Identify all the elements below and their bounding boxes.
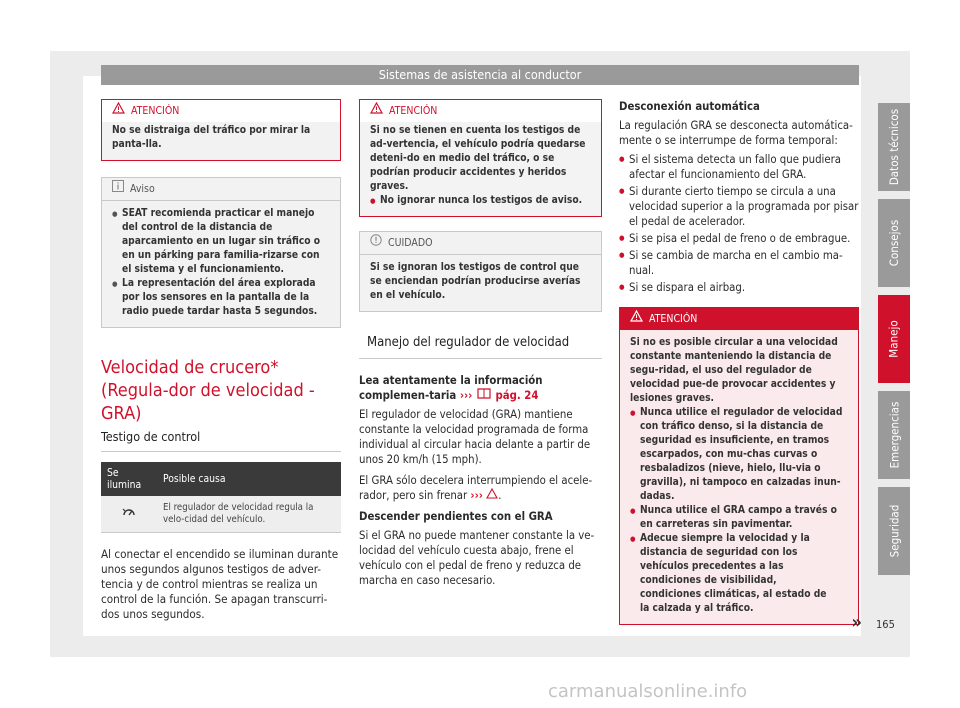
table-row (101, 496, 341, 532)
tab-label: Consejos (887, 219, 901, 267)
paragraph: Al conectar el encendido se iluminan durante unos segundos algunos testigos de adver-tencia y de control mientras se realiza un control de la función. Se apagan transcurri-dos unos segundos. (101, 547, 339, 621)
warning-item: ● Adecue siempre la velocidad y la distancia de seguridad con los vehículos precedentes a las condiciones de visibilidad, condiciones climáticas, al estado de la calzada y al tráfico. (630, 532, 848, 616)
warning-box-gra (619, 307, 862, 633)
paragraph: La regulación GRA se desconecta automática-mente o se interrumpe de forma temporal: (619, 119, 853, 147)
info-icon (112, 178, 124, 200)
warning-header (620, 308, 858, 330)
paragraph: Si el GRA no puede mantener constante la ve-locidad del vehículo cuesta abajo, frene el vehículo con el pedal de freno y reduzca de marcha en caso necesario. (359, 529, 595, 587)
section-subtitle: Testigo de control (101, 429, 201, 444)
table-header-row (101, 462, 341, 496)
warning-box-indicators (359, 99, 602, 217)
tab-label: Emergencias (887, 401, 902, 469)
paragraph: El regulador de velocidad (GRA) mantiene constante la velocidad programada de forma individual al circular hacia delante a partir de unos 20 km/h (15 mph). (359, 408, 591, 466)
cuidado-header (360, 232, 601, 255)
aviso-item: ● SEAT recomienda practicar el manejo del control de la distancia de aparcamiento en un lugar sin tráfico o en un párking para familia-rizarse con el sistema y el funcionamiento. (112, 207, 330, 277)
warning-triangle-icon (630, 308, 643, 330)
warning-text: Si no es posible circular a una velocidad constante manteniendo la distancia de segu-ridad, el uso del regulador de velocidad pue-de provocar accidentes y lesiones graves. (630, 337, 838, 404)
list-item: ● Si se pisa el pedal de freno o de embrague. (619, 231, 859, 246)
cuidado-title: CUIDADO (388, 237, 433, 249)
watermark: carmanualsonline.info (548, 681, 748, 702)
aviso-item: ● La representación del área explorada por los sensores en la pantalla de la radio puede tardar hasta 5 segundos. (112, 277, 330, 319)
aviso-box (101, 177, 341, 328)
warning-text: Si no se tienen en cuenta los testigos de ad-vertencia, el vehículo podría quedarse deteni-do en medio del tráfico, o se podrían producir accidentes y heridos graves. (370, 125, 586, 192)
warning-item: ● No ignorar nunca los testigos de aviso. (370, 194, 591, 208)
indicator-table (101, 462, 341, 532)
tab-datos-tecnicos[interactable] (878, 103, 910, 191)
warning-triangle-icon (370, 100, 383, 122)
heading: Desconexión automática (619, 100, 760, 113)
cuidado-body (360, 255, 601, 311)
warning-triangle-icon[interactable] (486, 489, 498, 502)
paragraph-text: El GRA sólo decelera interrumpiendo el acele-rador, pero sin frenar (359, 474, 593, 502)
aviso-body (102, 201, 340, 327)
warning-title: ATENCIÓN (131, 105, 180, 117)
reference-arrows: ››› (470, 489, 483, 502)
intro-text (359, 373, 602, 403)
list-item: ● Si el sistema detecta un fallo que pudiera afectar el funcionamiento del GRA. (619, 152, 859, 182)
list-item: ● Si se dispara el airbag. (619, 280, 859, 295)
warning-box-distraction (101, 99, 341, 161)
warning-title: ATENCIÓN (389, 105, 438, 117)
cruise-control-icon (121, 510, 137, 521)
table-header: Posible causa (157, 462, 341, 496)
continue-arrows-icon: » (851, 612, 862, 633)
section-title: Velocidad de crucero* (Regula-dor de velocidad - GRA) (101, 357, 315, 424)
warning-item: ● Nunca utilice el GRA campo a través o en carreteras sin pavimentar. (630, 504, 848, 532)
book-ref-icon (476, 389, 492, 402)
list-item: ● Si durante cierto tiempo se circula a una velocidad superior a la programada por pisar el pedal de acelerador. (619, 184, 859, 229)
tab-label: Datos técnicos (887, 108, 902, 186)
page-header: Sistemas de asistencia al conductor (101, 65, 859, 85)
warning-item: ● Nunca utilice el regulador de velocidad con tráfico denso, si la distancia de seguridad es insuficiente, en tramos escarpados, con mu-chas curvas o resbaladizos (nieve, hielo, llu-via o gravilla), ni tampoco en calzadas inun-dadas. (630, 406, 848, 504)
aviso-title: Aviso (130, 183, 155, 195)
tab-label: Manejo (887, 320, 901, 358)
divider (101, 532, 341, 533)
warning-triangle-icon (112, 100, 125, 122)
divider (101, 451, 341, 452)
warning-body (360, 122, 601, 216)
warning-body (102, 122, 340, 160)
warning-header (102, 100, 340, 122)
column-3 (619, 99, 862, 633)
table-cell: El regulador de velocidad regula la velo-cidad del vehículo. (157, 496, 341, 532)
page-number: 165 (876, 618, 895, 631)
divider (359, 358, 602, 359)
tab-seguridad[interactable] (878, 487, 910, 575)
caution-circle-icon (370, 232, 382, 254)
tab-label: Seguridad (887, 504, 902, 558)
cuidado-box (359, 231, 602, 312)
warning-body (620, 330, 858, 624)
warning-header (360, 100, 601, 122)
table-cell-icon (101, 496, 157, 532)
section-operation (359, 334, 602, 359)
warning-text: No se distraiga del tráfico por mirar la panta-lla. (112, 125, 311, 150)
reference-arrows: ››› (459, 389, 473, 402)
column-1 (101, 99, 341, 622)
intro-bold: Lea atentamente la información complemen-taria (359, 374, 543, 402)
tab-emergencias[interactable] (878, 391, 910, 479)
table-header: Se ilumina (101, 462, 157, 496)
sub-heading: Descender pendientes con el GRA (359, 510, 553, 523)
aviso-header (102, 178, 340, 201)
page-reference-link[interactable]: pág. 24 (495, 389, 539, 402)
paragraph-with-ref: El GRA sólo decelera interrumpiendo el acele-rador, pero sin frenar ››› . (359, 474, 593, 502)
tab-consejos[interactable] (878, 199, 910, 287)
list-item: ● Si se cambia de marcha en el cambio ma-nual. (619, 248, 859, 278)
cuidado-text: Si se ignoran los testigos de control que se enciendan podrían producirse averías en el vehículo. (370, 262, 581, 301)
warning-title: ATENCIÓN (649, 313, 698, 325)
tab-manejo[interactable] (878, 295, 910, 383)
column-2 (359, 99, 602, 588)
section-title: Manejo del regulador de velocidad (367, 335, 570, 350)
section-cruise-control (101, 356, 341, 452)
